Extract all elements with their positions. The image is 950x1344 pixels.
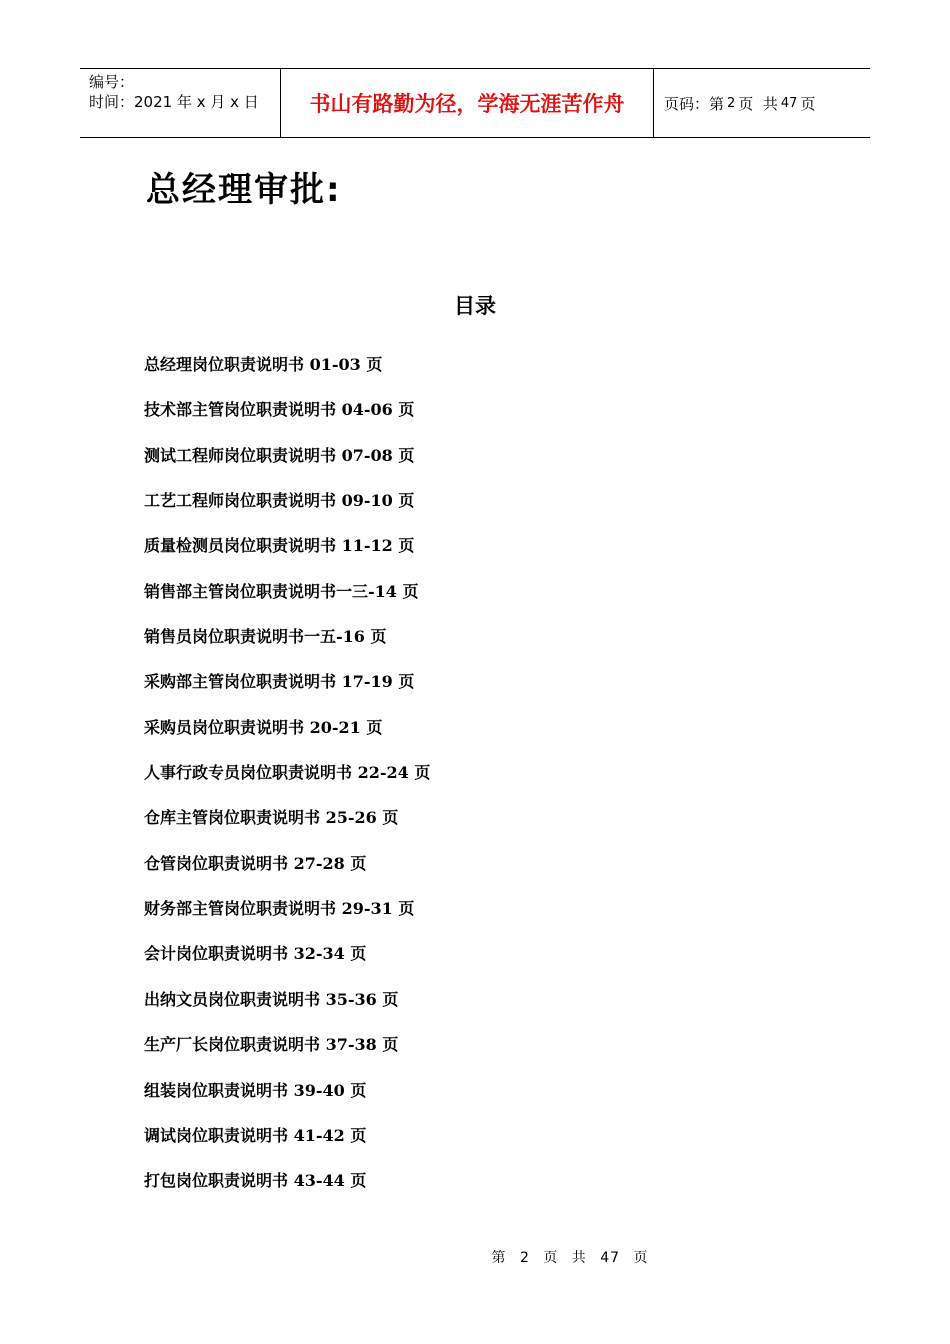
toc-item[interactable]: 仓管岗位职责说明书 27-28 页: [144, 853, 367, 873]
toc-title: 目录: [454, 294, 496, 318]
page-mid: 页 共: [738, 94, 778, 113]
toc-item[interactable]: 调试岗位职责说明书 41-42 页: [144, 1125, 367, 1145]
toc-item[interactable]: 销售员岗位职责说明书一五-16 页: [144, 627, 387, 647]
page-header: [80, 68, 870, 138]
toc-item[interactable]: 采购部主管岗位职责说明书 17-19 页: [144, 672, 415, 692]
footer-ye-end: 页: [633, 1250, 649, 1266]
page-prefix: 页码：第: [664, 94, 725, 113]
toc-item[interactable]: 会计岗位职责说明书 32-34 页: [144, 944, 367, 964]
toc-item[interactable]: 总经理岗位职责说明书 01-03 页: [144, 355, 383, 374]
toc-item[interactable]: 技术部主管岗位职责说明书 04-06 页: [144, 400, 415, 420]
toc-item[interactable]: 仓库主管岗位职责说明书 25-26 页: [144, 808, 399, 828]
footer-di: 第: [491, 1250, 507, 1266]
footer-total-pages: 47: [600, 1250, 621, 1266]
footer-gong: 共: [571, 1250, 587, 1266]
approval-heading: 总经理审批:: [146, 170, 342, 210]
page-current: 2: [727, 95, 736, 111]
header-slogan: 书山有路勤为径，学海无涯苦作舟: [281, 69, 654, 137]
toc-list: [144, 352, 430, 1214]
page-footer: [0, 1247, 950, 1267]
page-suffix: 页: [800, 94, 816, 113]
toc-item[interactable]: 测试工程师岗位职责说明书 07-08 页: [144, 445, 415, 465]
footer-ye: 页: [543, 1250, 559, 1266]
toc-item[interactable]: 人事行政专员岗位职责说明书 22-24 页: [144, 763, 431, 783]
document-date-label: 时间：2021 年 x 月 x 日: [89, 93, 259, 111]
toc-item[interactable]: 质量检测员岗位职责说明书 11-12 页: [144, 536, 415, 556]
toc-item[interactable]: 财务部主管岗位职责说明书 29-31 页: [144, 899, 415, 919]
toc-item[interactable]: 组装岗位职责说明书 39-40 页: [144, 1080, 367, 1100]
footer-current-page: 2: [519, 1250, 530, 1266]
toc-item[interactable]: 生产厂长岗位职责说明书 37-38 页: [144, 1035, 399, 1055]
toc-item[interactable]: 工艺工程师岗位职责说明书 09-10 页: [144, 491, 415, 511]
header-page-info: [654, 69, 870, 137]
toc-item[interactable]: 销售部主管岗位职责说明书一三-14 页: [144, 581, 419, 601]
toc-item[interactable]: 打包岗位职责说明书 43-44 页: [144, 1171, 367, 1191]
header-meta: [80, 69, 281, 137]
toc-item[interactable]: 采购员岗位职责说明书 20-21 页: [144, 717, 383, 737]
toc-item[interactable]: 出纳文员岗位职责说明书 35-36 页: [144, 989, 399, 1009]
page-total: 47: [780, 95, 798, 111]
document-number-label: 编号：: [89, 73, 135, 91]
